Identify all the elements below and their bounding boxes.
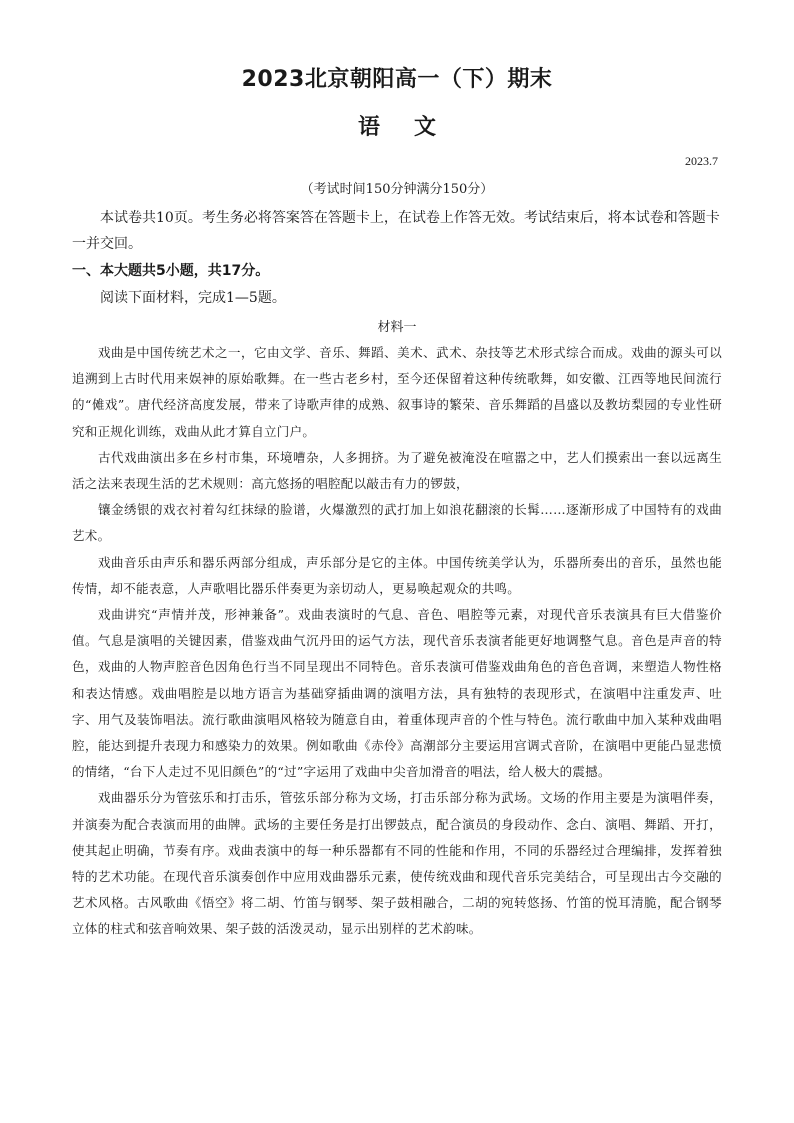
paragraph: 戏曲器乐分为管弦乐和打击乐，管弦乐部分称为文场，打击乐部分称为武场。文场的作用主要是为演唱伴奏，并演奏为配合表演而用的曲牌。武场的主要任务是打出锣鼓点，配合演员的身段动作、念白、演唱、舞蹈、开打，使其起止明确，节奏有序。戏曲表演中的每一种乐器都有不同的性能和作用，不同的乐器经过合理编排，发挥着独特的艺术功能。在现代音乐演奏创作中应用戏曲器乐元素，使传统戏曲和现代音乐完美结合，可呈现出古今交融的艺术风格。古风歌曲《悟空》将二胡、竹笛与钢琴、架子鼓相融合，二胡的宛转悠扬、竹笛的悦耳清脆，配合钢琴立体的柱式和弦音响效果、架子鼓的活泼灵动，显示出别样的艺术韵味。 <box>72 790 722 937</box>
exam-date: 2023.7 <box>685 154 718 168</box>
material-body <box>72 340 722 943</box>
paragraph: 镶金绣银的戏衣衬着勾红抹绿的脸谱，火爆激烈的武打加上如浪花翻滚的长髯……逐渐形成了中国特有的戏曲艺术。 <box>72 502 722 544</box>
paragraph: 戏曲音乐由声乐和器乐两部分组成，声乐部分是它的主体。中国传统美学认为，乐器所奏出的音乐，虽然也能传情，却不能表意，人声歌唱比器乐伴奏更为亲切动人，更易唤起观众的共鸣。 <box>72 554 722 596</box>
paragraph: 古代戏曲演出多在乡村市集，环境嘈杂，人多拥挤。为了避免被淹没在喧嚣之中，艺人们摸索出一套以远离生活之法来表现生活的艺术规则：高亢悠扬的唱腔配以敲击有力的锣鼓， <box>72 449 722 492</box>
material-title: 材料一 <box>377 320 417 335</box>
subject-title: 语文 <box>357 115 470 140</box>
time-note: （考试时间150分钟满分150分） <box>300 182 494 197</box>
section-heading: 一、本大题共5小题，共17分。 <box>72 263 270 279</box>
intro-paragraph: 本试卷共10页。考生务必将答案答在答题卡上，在试卷上作答无效。考试结束后，将本试卷和答题卡一并交回。 <box>72 210 720 252</box>
paragraph: 戏曲是中国传统艺术之一，它由文学、音乐、舞蹈、美术、武术、杂技等艺术形式综合而成。戏曲的源头可以追溯到上古时代用来娱神的原始歌舞。在一些古老乡村，至今还保留着这种传统歌舞，如安徽、江西等地民间流行的“傩戏”。唐代经济高度发展，带来了诗歌声律的成熟、叙事诗的繁荣、音乐舞蹈的昌盛以及教坊梨园的专业性研究和正规化训练，戏曲从此才算自立门户。 <box>72 345 722 439</box>
exam-title: 2023北京朝阳高一（下）期末 <box>241 67 553 92</box>
reading-instruction: 阅读下面材料，完成1—5题。 <box>100 290 286 306</box>
paragraph: 戏曲讲究“声情并茂，形神兼备”。戏曲表演时的气息、音色、唱腔等元素，对现代音乐表演具有巨大借鉴价值。气息是演唱的关键因素，借鉴戏曲气沉丹田的运气方法，现代音乐表演者能更好地调整气息。音色是声音的特色，戏曲的人物声腔音色因角色行当不同呈现出不同特色。音乐表演可借鉴戏曲角色的音色音调，来塑造人物性格和表达情感。戏曲唱腔是以地方语言为基础穿插曲调的演唱方法，具有独特的表现形式，在演唱中注重发声、吐字、用气及装饰唱法。流行歌曲演唱风格较为随意自由，着重体现声音的个性与特色。流行歌曲中加入某种戏曲唱腔，能达到提升表现力和感染力的效果。例如歌曲《赤伶》高潮部分主要运用宫调式音阶，在演唱中更能凸显悲愤的情绪，“台下人走过不见旧颜色”的“过”字运用了戏曲中尖音加滑音的唱法，给人极大的震撼。 <box>72 607 722 780</box>
